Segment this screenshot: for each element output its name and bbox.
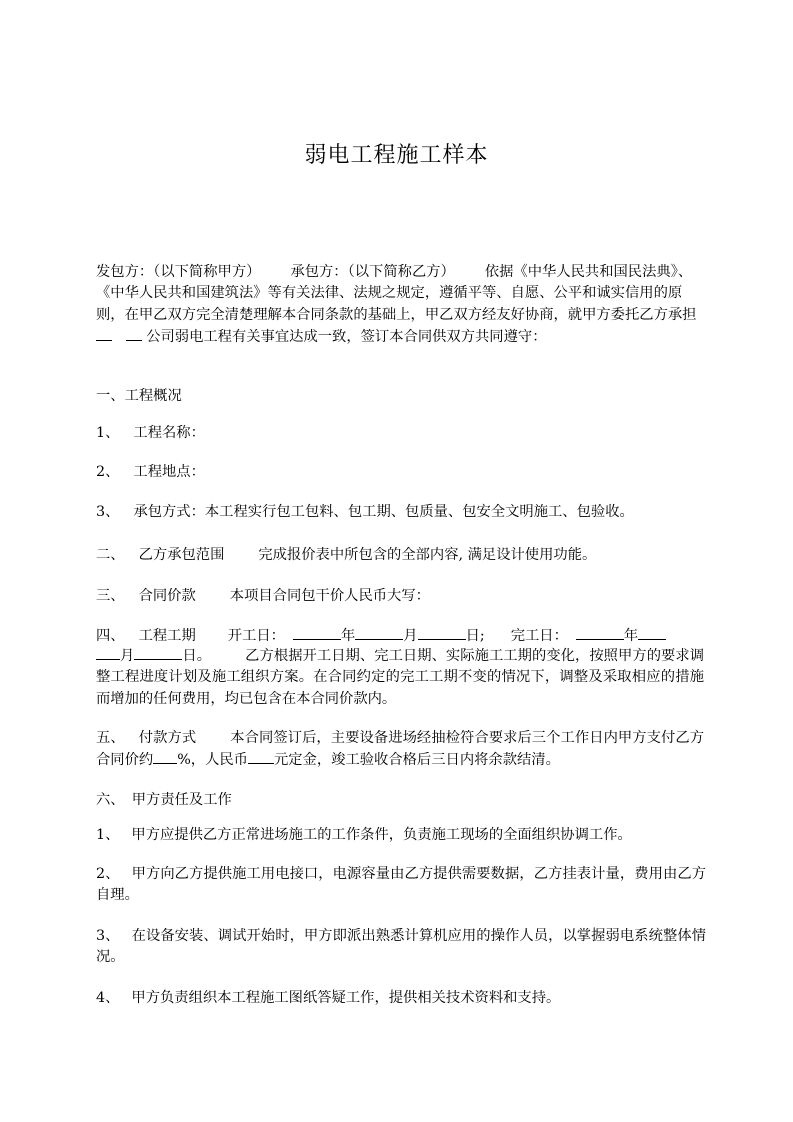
section-6-item-2: 2、 甲方向乙方提供施工用电接口，电源容量由乙方提供需要数据，乙方挂表计量，费用由乙方自理。 [96,866,706,904]
section-1-item-2: 2、 工程地点： [96,464,205,480]
section-6-item-3: 3、 在设备安装、调试开始时，甲方即派出熟悉计算机应用的操作人员，以掌握弱电系统整体情况。 [96,928,706,966]
section-1-item-1: 1、 工程名称： [96,425,205,441]
section-3: 三、 合同价款 本项目合同包干价人民币大写： [96,588,430,604]
section-1-item-3: 3、 承包方式：本工程实行包工包料、包工期、包质量、包安全文明施工、包验收。 [96,504,634,520]
section-4-heading: 工程工期 [138,628,196,644]
section-3-text: 本项目合同包干价人民币大写： [229,588,430,604]
intro-closing-text: 公司弱电工程有关事宜达成一致，签订本合同供双方共同遵守： [146,328,547,345]
start-year-blank [293,625,341,640]
deposit-amount-blank [248,749,274,764]
percent-blank [153,749,177,764]
end-month-blank-part2 [96,645,120,660]
end-day-blank [134,645,182,660]
section-2-heading: 乙方承包范围 [138,547,225,563]
blank-underline [96,326,112,341]
end-year-blank [576,625,624,640]
party-b-label: 承包方：（以下简称乙方） [290,264,455,280]
section-4-schedule-line: 四、 工程工期 开工日： 年 月 日; 完工日： 年 [96,625,706,646]
section-6-item-1: 1、 甲方应提供乙方正常进场施工的工作条件，负责施工现场的全面组织协调工作。 [96,827,632,843]
section-3-heading: 合同价款 [138,588,196,604]
section-2: 二、 乙方承包范围 完成报价表中所包含的全部内容, 满足设计使用功能。 [96,547,597,563]
intro-paragraph [96,262,704,348]
start-month-blank [355,625,403,640]
section-5: 五、 付款方式 本合同签订后，主要设备进场经抽检符合要求后三个工作日内甲方支付乙方合同价约 %，人民币 元定金，竣工验收合格后三日内将余款结清。 [96,730,705,769]
intro-basis-text: 依据《中华人民共和国民法典》、《中华人民共和国建筑法》等有关法律、法规之规定，遵循平等、自愿、公平和诚实信用的原则，在甲乙双方完全清楚理解本合同条款的基础上，甲乙双方经友好协商，就甲方委托乙方承担 [96,264,697,323]
section-6-heading: 六、 甲方责任及工作 [96,792,232,808]
section-5-heading: 付款方式 [138,730,197,746]
section-1-heading: 一、工程概况 [96,388,182,404]
section-6-item-4: 4、 甲方负责组织本工程施工图纸答疑工作，提供相关技术资料和支持。 [96,990,561,1006]
section-2-text: 完成报价表中所包含的全部内容, 满足设计使用功能。 [258,547,597,563]
end-month-blank-part1 [638,625,666,640]
start-day-blank [418,625,466,640]
party-a-label: 发包方：（以下简称甲方） [96,264,261,280]
document-title: 弱电工程施工样本 [304,143,489,168]
blank-underline [126,326,142,341]
section-4-text: 月 日。 乙方根据开工日期、完工日期、实际施工工期的变化，按照甲方的要求调整工程进度计划及施工组织方案。在合同约定的完工工期不变的情况下，调整及采取相应的措施而增加的任何费用，均已包含在本合同价款内。 [96,645,704,710]
